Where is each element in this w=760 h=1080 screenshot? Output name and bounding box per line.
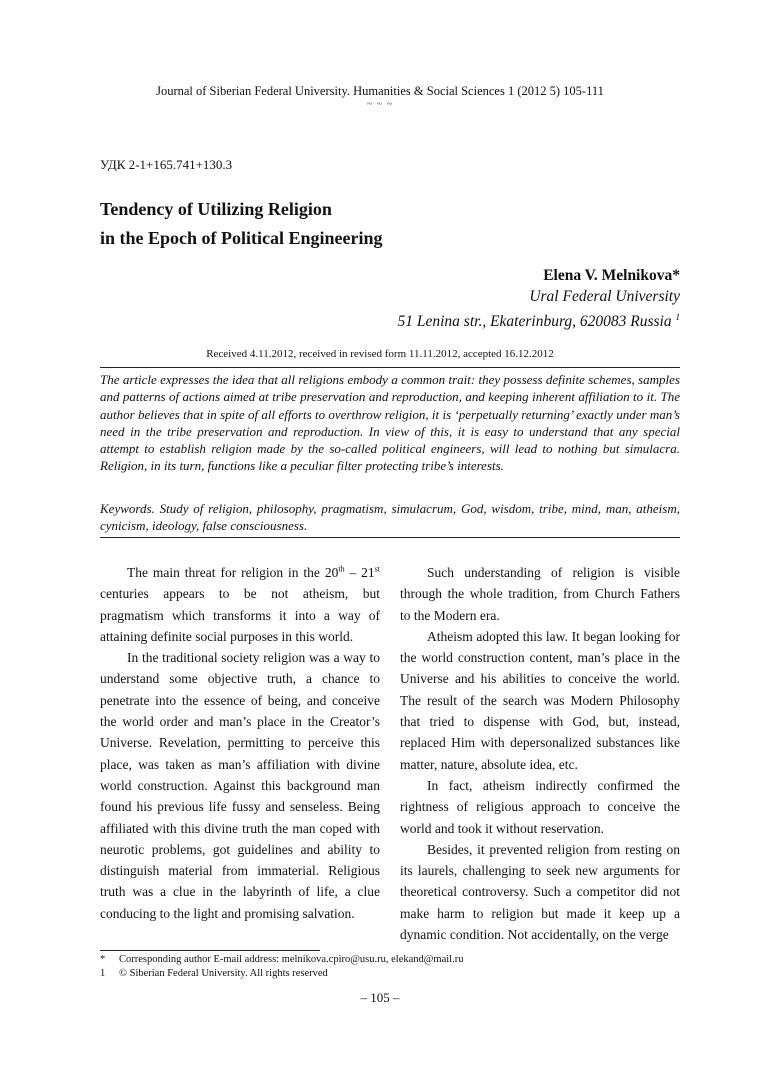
divider-bottom: [100, 537, 680, 538]
body-paragraph: Such understanding of religion is visible through the whole tradition, from Church Fathers to the Modern era.: [400, 565, 680, 623]
author-name: Elena V. Melnikova*: [543, 267, 680, 284]
body-column-left: [100, 562, 380, 924]
journal-header: Journal of Siberian Federal University. Humanities & Social Sciences 1 (2012 5) 105-111: [156, 84, 604, 98]
article-title: [100, 195, 383, 253]
udk-code: УДК 2-1+165.741+130.3: [100, 157, 233, 172]
title-line-1: Tendency of Utilizing Religion: [100, 199, 332, 219]
footnote-text: Corresponding author E-mail address: melnikova.cpiro@usu.ru, elekand@mail.ru: [119, 954, 464, 965]
author-university: Ural Federal University: [529, 288, 680, 305]
footnote-mark: 1: [100, 968, 106, 979]
body-paragraph: In the traditional society religion was a way to understand some objective truth, a chance to penetrate into the essence of being, and conceive the world order and man’s place in the Creator’s Universe. Revelation, permitting to perceive this place, was taken as man’s affiliation with divine world construction. Against this background man found his previous life fussy and senseless. Being affiliated with this divine truth the man coped with neurotic problems, got guidelines and ability to distinguish material from immaterial. Religious truth was a clue in the labyrinth of life, a clue conducing to the light and promising salvation.: [100, 650, 380, 921]
footnote-copyright: [100, 967, 328, 981]
received-dates: Received 4.11.2012, received in revised form 11.11.2012, accepted 16.12.2012: [206, 348, 554, 360]
body-paragraph: The main threat for religion in the 20th – 21st centuries appears to be not atheism, but pragmatism which transforms it into a way of attaining definite social purposes in this world.: [100, 564, 381, 644]
body-paragraph: Besides, it prevented religion from resting on its laurels, challenging to seek new arguments for theoretical controversy. Such a competitor did not make harm to religion but made it keep up a dynamic condition. Not accidentally, on the verge: [400, 841, 680, 943]
footnote-text: © Siberian Federal University. All rights reserved: [119, 968, 328, 979]
keywords: Keywords. Study of religion, philosophy, pragmatism, simulacrum, God, wisdom, tribe, mind, man, atheism, cynicism, ideology, false consciousness.: [100, 501, 680, 534]
footnote-divider: [100, 950, 320, 951]
address-footnote-mark: 1: [675, 312, 680, 322]
abstract: The article expresses the idea that all religions embody a common trait: they possess definite schemes, samples and patterns of actions aimed at tribe preservation and reproduction, and keeping inherent affiliation to it. The author believes that in spite of all efforts to overthrow religion, it is ‘perpetually returning’ exactly under man’s need in the tribe preservation and reproduction. In view of this, it is easy to understand that any special attempt to establish religion made by the so-called political engineers, will lead to nothing but simulacra. Religion, in its turn, functions like a peculiar filter protecting tribe’s interests.: [100, 372, 680, 474]
author-block: [397, 265, 680, 332]
divider-top: [100, 367, 680, 368]
title-line-2: in the Epoch of Political Engineering: [100, 228, 383, 248]
author-address: 51 Lenina str., Ekaterinburg, 620083 Russia: [397, 313, 672, 331]
body-column-right: [400, 562, 680, 945]
footnote-corresponding-author: [100, 953, 463, 967]
page-number: – 105 –: [360, 990, 400, 1005]
author-address-line: [397, 307, 680, 332]
body-paragraph: In fact, atheism indirectly confirmed the rightness of religious approach to conceive the world and took it without reservation.: [400, 777, 680, 836]
footnote-mark: *: [100, 954, 106, 965]
header-ornament: ~ ~ ~: [366, 99, 394, 110]
body-paragraph: Atheism adopted this law. It began looking for the world construction content, man’s place in the Universe and his abilities to conceive the world. The result of the search was Modern Philosophy that tried to dispense with God, but, instead, replaced Him with depersonalized substances like matter, nature, absolute idea, etc.: [400, 628, 680, 772]
